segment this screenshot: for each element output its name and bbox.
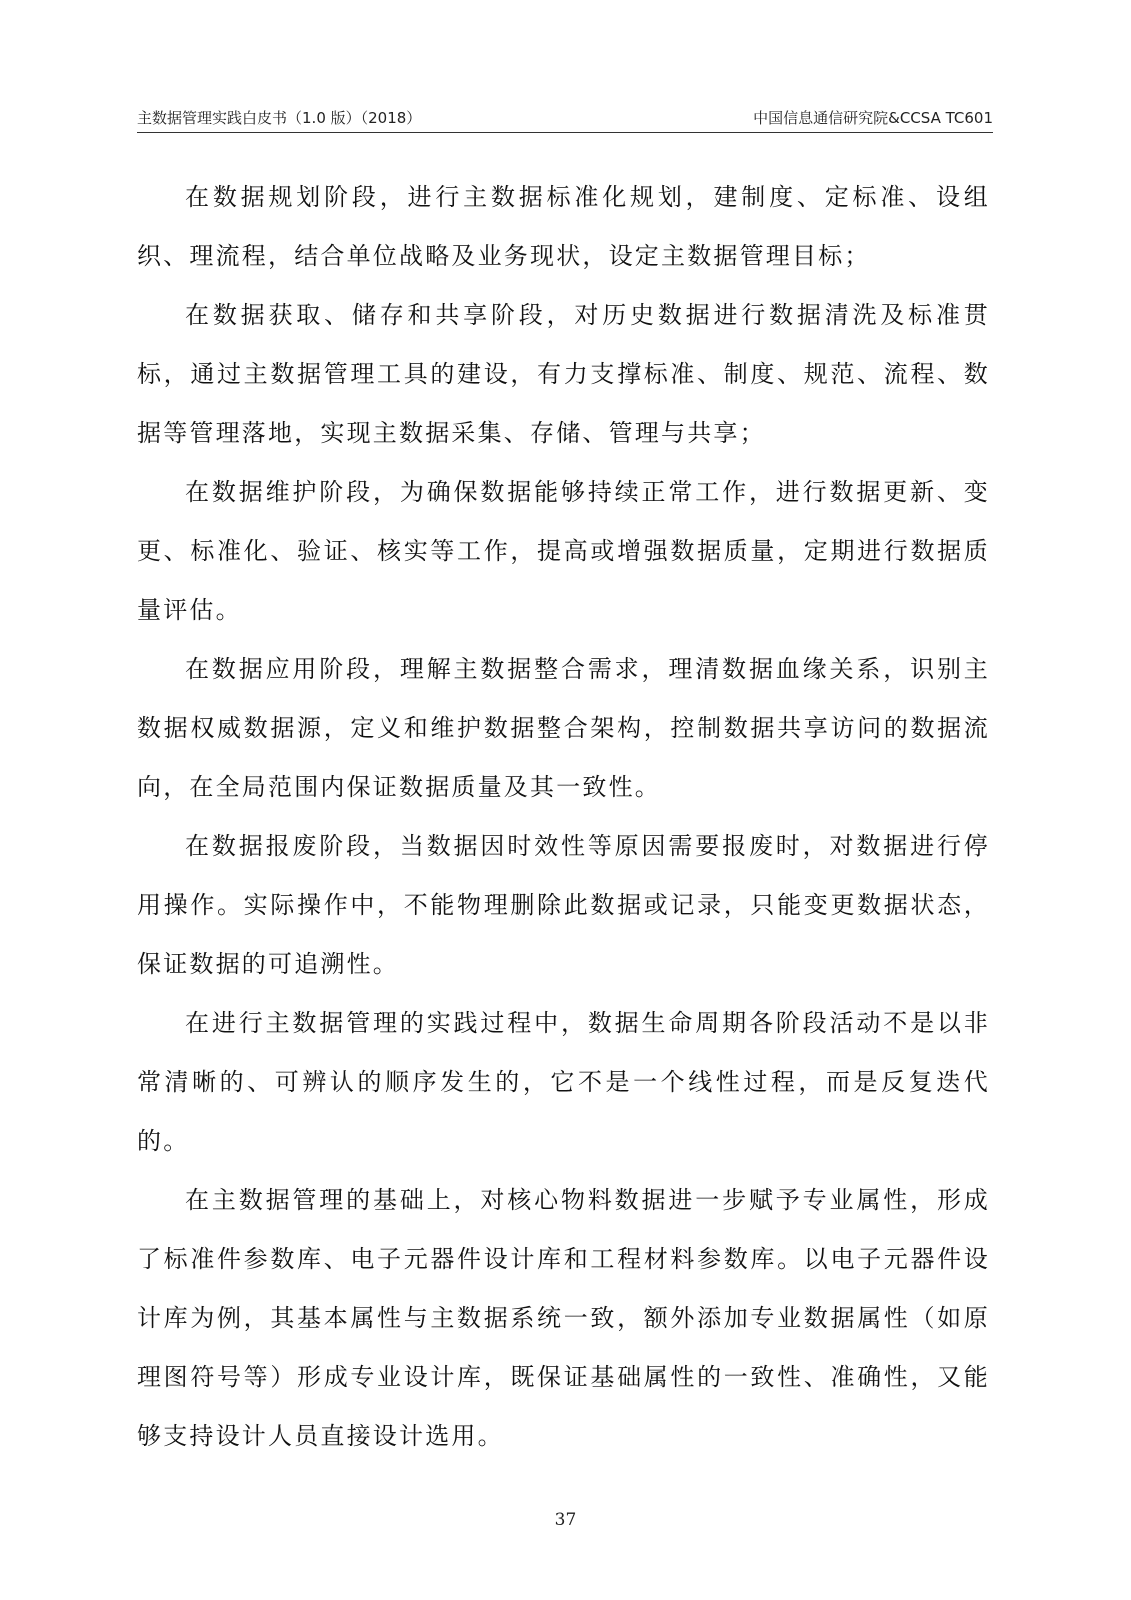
paragraph-design-library: 在主数据管理的基础上，对核心物料数据进一步赋予专业属性，形成了标准件参数库、电子元器件设计库和工程材料参数库。以电子元器件设计库为例，其基本属性与主数据系统一致，额外添加专业数据属性（如原理图符号等）形成专业设计库，既保证基础属性的一致性、准确性，又能够支持设计人员直接设计选用。 [137,1186,990,1450]
paragraph-iteration-note: 在进行主数据管理的实践过程中，数据生命周期各阶段活动不是以非常清晰的、可辨认的顺序发生的，它不是一个线性过程，而是反复迭代的。 [137,1009,990,1155]
page-header [137,106,993,128]
paragraph-planning-stage: 在数据规划阶段，进行主数据标准化规划，建制度、定标准、设组织、理流程，结合单位战略及业务现状，设定主数据管理目标； [137,183,990,270]
header-organization: 中国信息通信研究院&CCSA TC601 [753,109,993,127]
header-divider [137,132,993,133]
paragraph-acquisition-stage: 在数据获取、储存和共享阶段，对历史数据进行数据清洗及标准贯标，通过主数据管理工具的建设，有力支撑标准、制度、规范、流程、数据等管理落地，实现主数据采集、存储、管理与共享； [137,301,990,447]
body-text [137,168,990,1466]
paragraph-maintenance-stage: 在数据维护阶段，为确保数据能够持续正常工作，进行数据更新、变更、标准化、验证、核实等工作，提高或增强数据质量，定期进行数据质量评估。 [137,478,990,624]
paragraph-disposal-stage: 在数据报废阶段，当数据因时效性等原因需要报废时，对数据进行停用操作。实际操作中，不能物理删除此数据或记录，只能变更数据状态，保证数据的可追溯性。 [137,832,990,978]
page-number: 37 [554,1510,577,1530]
paragraph-application-stage: 在数据应用阶段，理解主数据整合需求，理清数据血缘关系，识别主数据权威数据源，定义和维护数据整合架构，控制数据共享访问的数据流向，在全局范围内保证数据质量及其一致性。 [137,655,990,801]
header-document-title: 主数据管理实践白皮书（1.0 版）（2018） [137,109,422,127]
